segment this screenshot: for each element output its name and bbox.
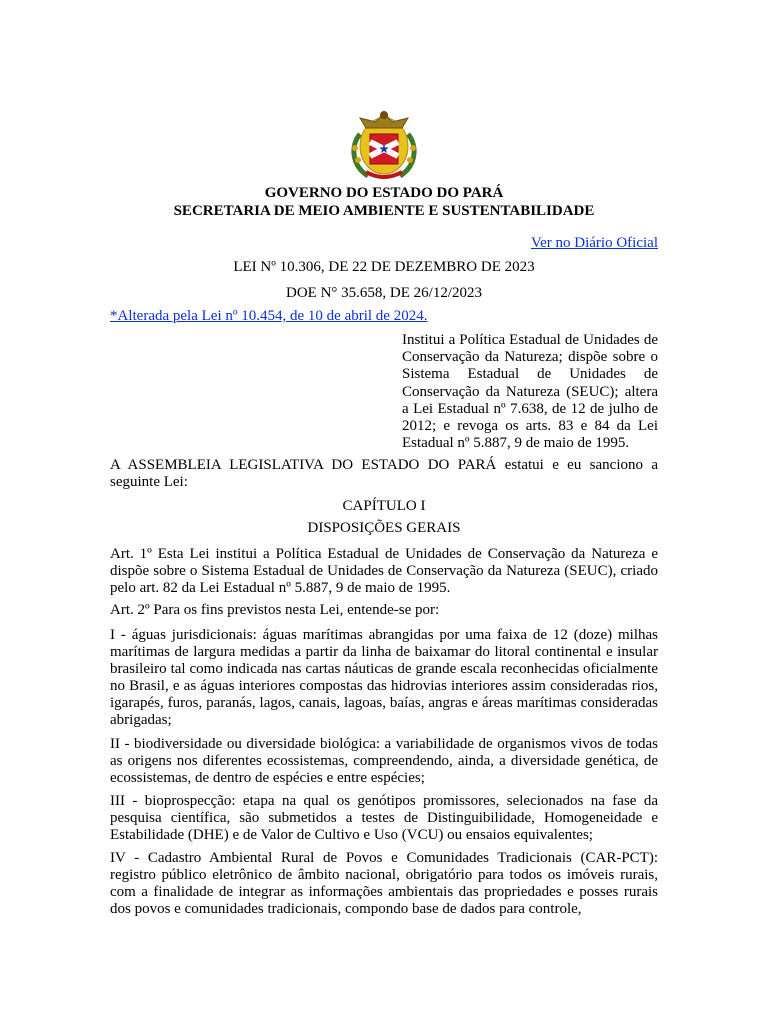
law-title: LEI Nº 10.306, DE 22 DE DEZEMBRO DE 2023: [233, 259, 535, 275]
article-2-item-ii: II - biodiversidade ou diversidade biológica: a variabilidade de organismos vivos de todas as origens nos diferentes ecossistemas, compreendendo, ainda, a diversidade genética, de ecossistemas, de dentro de espécies e entre espécies;: [110, 736, 658, 786]
article-2-item-iv: IV - Cadastro Ambiental Rural de Povos e Comunidades Tradicionais (CAR-PCT): registro público eletrônico de âmbito nacional, obrigatório para todos os imóveis rurais, com a finalidade de integrar as informações ambientais das propriedades e posses rurais dos povos e comunidades tradicionais, compondo base de dados para controle,: [110, 850, 658, 917]
secretariat-header: SECRETARIA DE MEIO AMBIENTE E SUSTENTABILIDADE: [173, 203, 595, 219]
law-summary: Institui a Política Estadual de Unidades de Conservação da Natureza; dispõe sobre o Sistema Estadual de Unidades de Conservação da Natureza (SEUC); altera a Lei Estadual nº 7.638, de 12 de julho de 2012; e revoga os arts. 83 e 84 da Lei Estadual nº 5.887, 9 de maio de 1995.: [402, 332, 658, 452]
chapter-title: DISPOSIÇÕES GERAIS: [307, 520, 461, 536]
chapter-number: CAPÍTULO I: [342, 498, 426, 514]
amended-by-law-link[interactable]: *Alterada pela Lei nº 10.454, de 10 de abril de 2024.: [110, 308, 428, 324]
government-header: GOVERNO DO ESTADO DO PARÁ: [264, 185, 504, 201]
doe-reference: DOE N° 35.658, DE 26/12/2023: [286, 285, 482, 301]
para-state-coat-of-arms-icon: [346, 104, 422, 184]
article-1: Art. 1º Esta Lei institui a Política Estadual de Unidades de Conservação da Natureza e dispõe sobre o Sistema Estadual de Unidades de Conservação da Natureza (SEUC), criado pelo art. 82 da Lei Estadual nº 5.887, 9 de maio de 1995.: [110, 546, 658, 596]
enactment-clause: A ASSEMBLEIA LEGISLATIVA DO ESTADO DO PARÁ estatui e eu sanciono a seguinte Lei:: [110, 457, 658, 490]
article-2-item-iii: III - bioprospecção: etapa na qual os genótipos promissores, selecionados na fase da pesquisa científica, são submetidos a testes de Distinguibilidade, Homogeneidade e Estabilidade (DHE) e de Valor de Cultivo e Uso (VCU) ou ensaios equivalentes;: [110, 793, 658, 843]
article-2: Art. 2º Para os fins previstos nesta Lei, entende-se por:: [110, 602, 440, 618]
article-2-item-i: I - águas jurisdicionais: águas marítimas abrangidas por uma faixa de 12 (doze) milhas marítimas de largura medidas a partir da linha de baixamar do litoral continental e insular brasileiro tal como indicada nas cartas náuticas de grande escala reconhecidas oficialmente no Brasil, e as águas interiores compostas das hidrovias interiores assim consideradas rios, igarapés, furos, paranás, lagos, canais, lagoas, baías, angras e áreas marítimas consideradas abrigadas;: [110, 627, 658, 728]
view-official-gazette-link[interactable]: Ver no Diário Oficial: [530, 235, 658, 251]
